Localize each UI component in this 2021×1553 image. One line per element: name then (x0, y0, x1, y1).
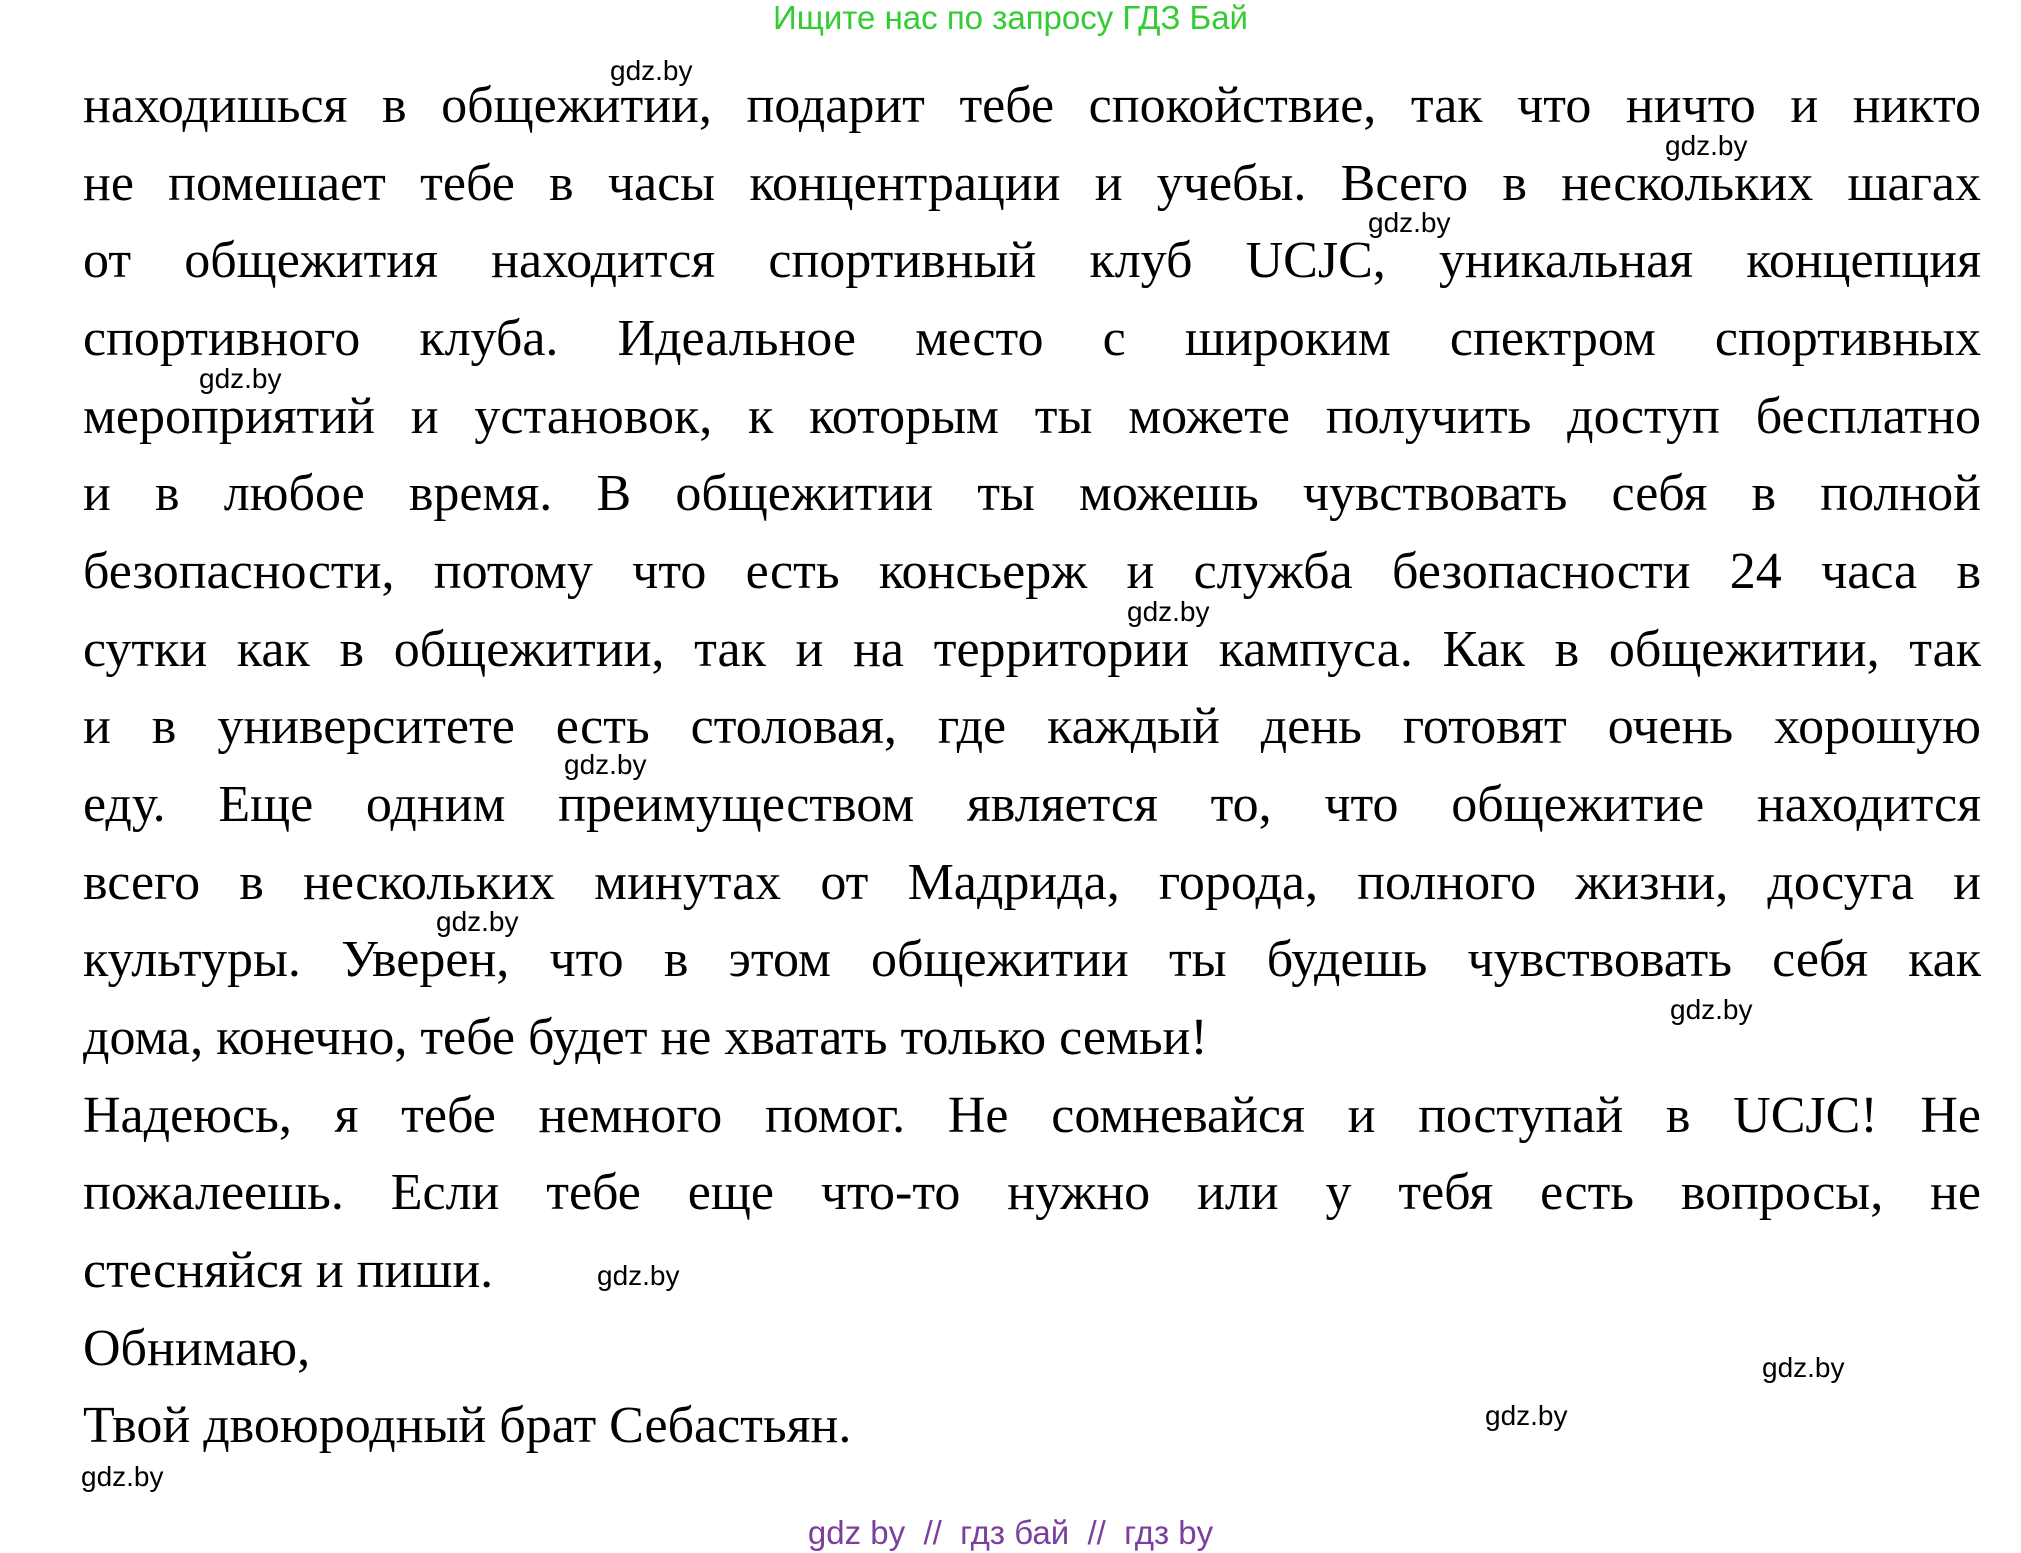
text-line: культуры. Уверен, что в этом общежитии ты будешь чувствовать себя как (83, 931, 1981, 988)
text-line: и в университете есть столовая, где каждый день готовят очень хорошую (83, 698, 1981, 755)
text-line: стесняйся и пиши. (83, 1242, 494, 1299)
watermark: gdz.by (81, 1461, 164, 1492)
text-line: Надеюсь, я тебе немного помог. Не сомневайся и поступай в UCJC! Не (83, 1087, 1981, 1144)
search-hint-banner: Ищите нас по запросу ГДЗ Бай (773, 0, 1248, 36)
text-line: мероприятий и установок, к которым ты можете получить доступ бесплатно (83, 388, 1981, 445)
text-line: дома, конечно, тебе будет не хватать только семьи! (83, 1009, 1208, 1066)
text-line: безопасности, потому что есть консьерж и служба безопасности 24 часа в (83, 543, 1981, 600)
text-line: сутки как в общежитии, так и на территории кампуса. Как в общежитии, так (83, 621, 1981, 678)
text-line: всего в нескольких минутах от Мадрида, города, полного жизни, досуга и (83, 854, 1981, 911)
text-line: Твой двоюродный брат Себастьян. (83, 1397, 852, 1454)
text-line: и в любое время. В общежитии ты можешь чувствовать себя в полной (83, 465, 1981, 522)
watermark: gdz.by (564, 749, 647, 780)
watermark: gdz.by (1762, 1352, 1845, 1383)
text-line: Обнимаю, (83, 1320, 311, 1377)
watermark: gdz.by (199, 363, 282, 394)
text-line: не помешает тебе в часы концентрации и учебы. Всего в нескольких шагах (83, 155, 1981, 212)
watermark: gdz.by (1665, 130, 1748, 161)
text-line: еду. Еще одним преимуществом является то, что общежитие находится (83, 776, 1981, 833)
watermark: gdz.by (597, 1260, 680, 1291)
text-line: находишься в общежитии, подарит тебе спокойствие, так что ничто и никто (83, 77, 1981, 134)
watermark: gdz.by (436, 906, 519, 937)
watermark: gdz.by (1127, 596, 1210, 627)
watermark: gdz.by (1670, 994, 1753, 1025)
watermark: gdz.by (610, 55, 693, 86)
text-line: спортивного клуба. Идеальное место с широким спектром спортивных (83, 310, 1981, 367)
watermark: gdz.by (1485, 1400, 1568, 1431)
footer-links[interactable]: gdz by // гдз бай // гдз by (807, 1514, 1214, 1551)
text-line: от общежития находится спортивный клуб UCJC, уникальная концепция (83, 232, 1981, 289)
watermark: gdz.by (1368, 207, 1451, 238)
text-line: пожалеешь. Если тебе еще что-то нужно или у тебя есть вопросы, не (83, 1164, 1981, 1221)
